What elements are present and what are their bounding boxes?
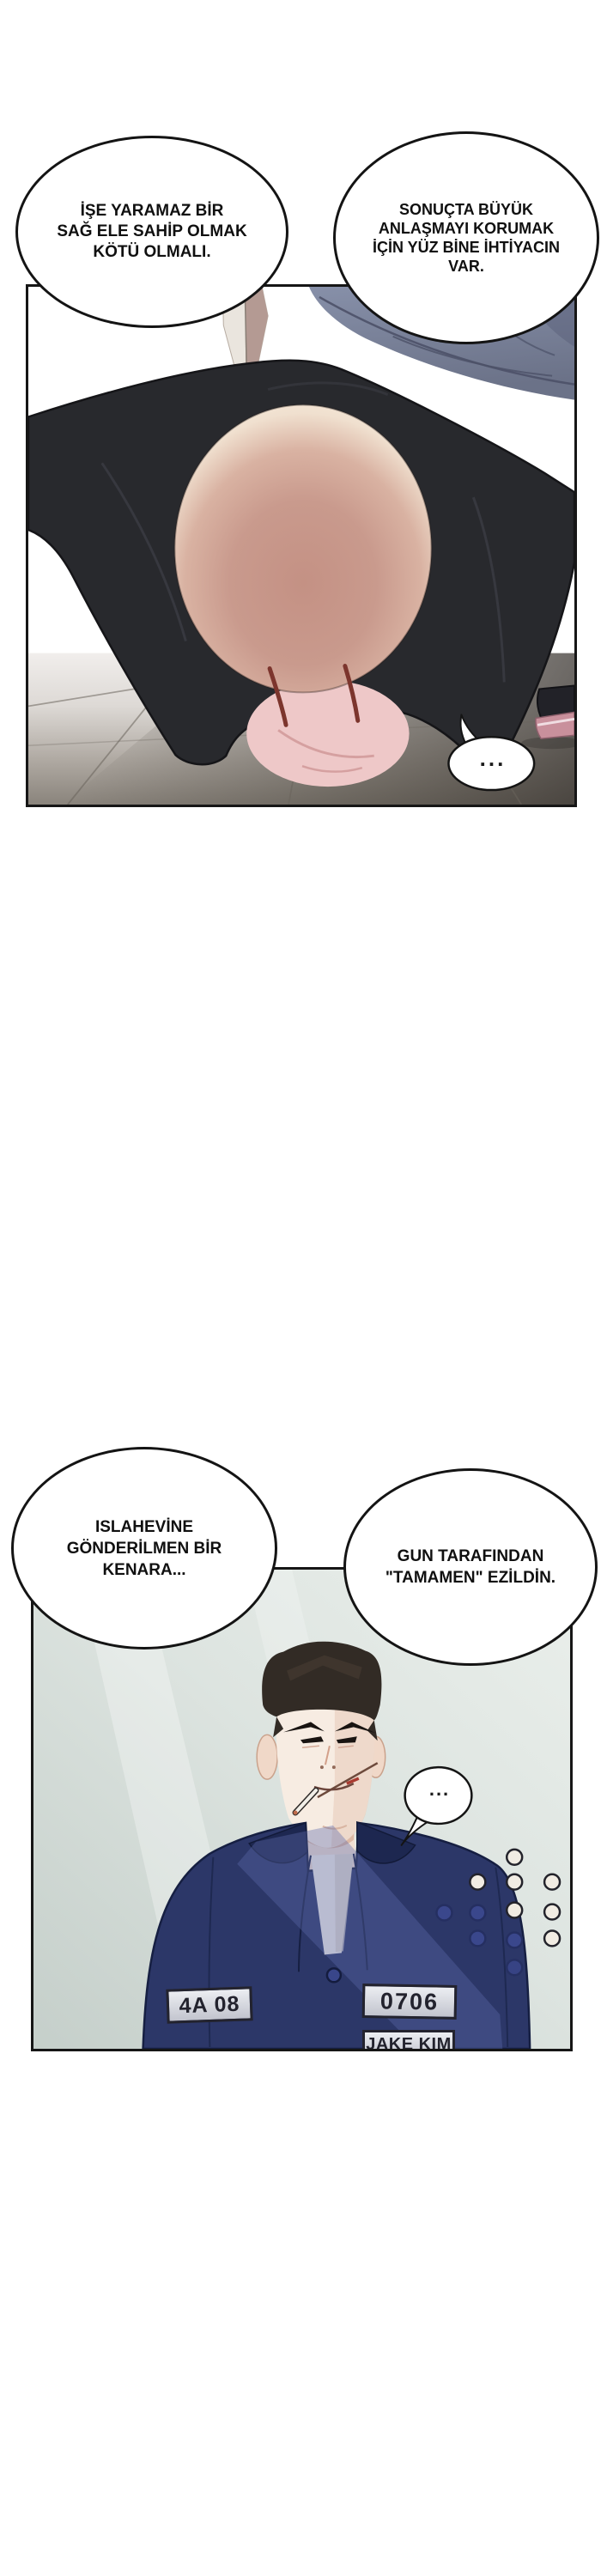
uniform-patch-prisoner-name: JAKE KIM [362,2030,455,2051]
uniform-patch-cell-code: 4A 08 [166,1986,252,2023]
panel-bowing-man [26,284,577,807]
left-ear [257,1735,277,1779]
uniform-button [327,1968,341,1982]
speech-line: SONUÇTA BÜYÜK [399,201,533,218]
speech-line: GÖNDERİLMEN BİR [66,1539,222,1558]
silence-dots-panel1: ... [479,745,507,771]
speech-line: VAR. [448,258,484,275]
pink-shirt-collar [246,680,409,787]
uniform-patch-prisoner-number: 0706 [362,1984,458,2020]
speech-bubble-mid-left [11,1447,277,1649]
speech-line: KENARA... [102,1560,186,1579]
crew-cut-hair [262,1642,381,1721]
speech-line: KÖTÜ OLMALI. [93,243,211,261]
speech-bubble-mid-right [343,1468,598,1666]
speech-bubble-top-left [15,136,288,328]
bowing-man-illustration [28,287,574,805]
speech-line: "TAMAMEN" EZİLDİN. [385,1569,556,1587]
silence-dots-panel2: ... [428,1778,451,1800]
speech-line: ISLAHEVİNE [94,1517,194,1536]
speech-bubble-top-right [333,131,599,344]
speech-line: İÇİN YÜZ BİNE İHTİYACIN [372,239,561,256]
speech-line: GUN TARAFINDAN [397,1547,544,1565]
speech-line: İŞE YARAMAZ BİR [80,202,224,220]
speech-line: ANLAŞMAYI KORUMAK [378,220,555,237]
speech-line: SAĞ ELE SAHİP OLMAK [57,222,247,240]
